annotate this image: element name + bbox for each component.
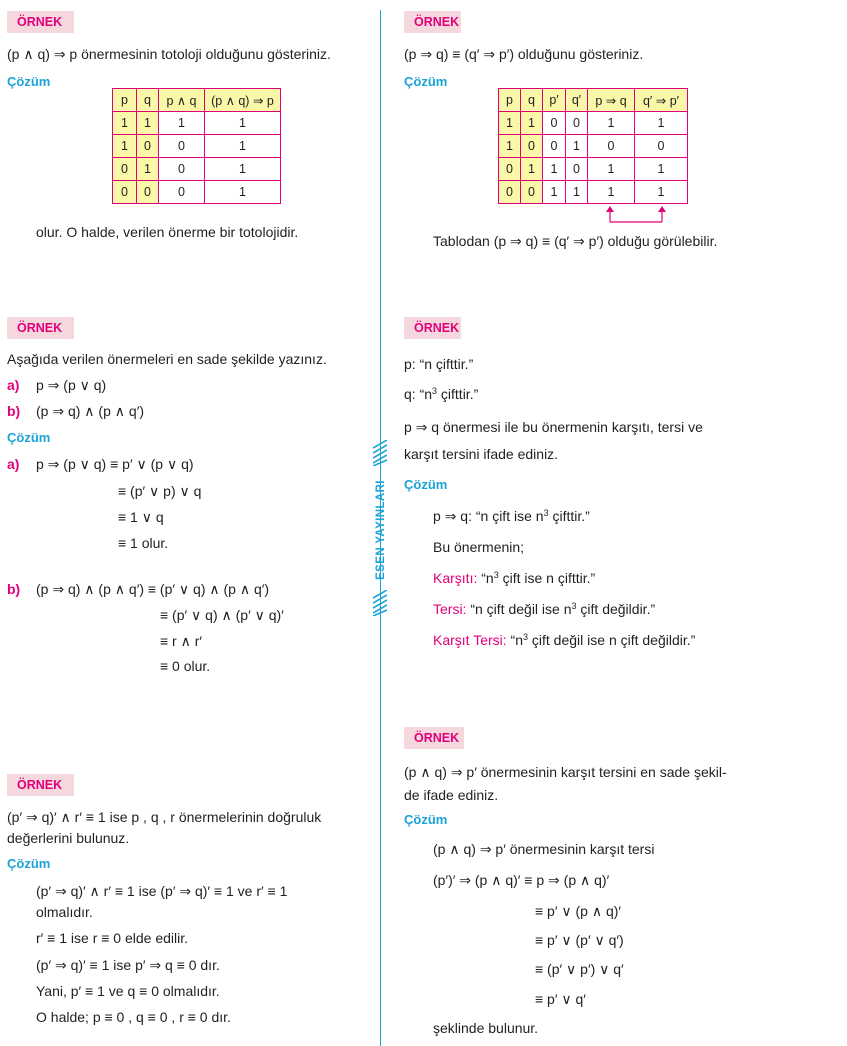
ex4-q-def: q: “$n^3$ çifttir.” [404, 386, 479, 402]
table-cell: 1 [137, 112, 159, 135]
table-cell: 0 [566, 112, 588, 135]
table-cell: 0 [499, 158, 521, 181]
ex3-sol-b-line: ≡ 0 olur. [160, 658, 211, 674]
ex6-line: ≡ p′ ∨ (p ∧ q)′ [535, 903, 622, 919]
table-cell: 0 [635, 135, 688, 158]
ex6-question-line: de ifade ediniz. [404, 787, 499, 803]
table-cell: 1 [543, 181, 566, 204]
ex4-karsiti: Karşıtı: “$n^3$ çift ise n çifttir.” [433, 570, 596, 586]
ornek-badge: ÖRNEK [7, 774, 74, 796]
ornek-badge: ÖRNEK [404, 11, 461, 33]
ex2-conclusion: Tablodan (p ⇒ q) ≡ (q′ ⇒ p′) olduğu görülebilir. [433, 233, 718, 249]
table-cell: 0 [499, 181, 521, 204]
ex5-line: Yani, p′ ≡ 1 ve q ≡ 0 olmalıdır. [36, 983, 220, 999]
table-cell: 0 [159, 135, 205, 158]
ex3-sol-b-label: b) [7, 581, 21, 597]
ex6-line: şeklinde bulunur. [433, 1020, 539, 1036]
cozum-label: Çözüm [7, 856, 51, 871]
ex1-question: (p ∧ q) ⇒ p önermesinin totoloji olduğunu gösteriniz. [7, 46, 331, 62]
table-cell: 1 [499, 112, 521, 135]
table-row [113, 135, 281, 158]
table-header: p ∧ q [159, 89, 205, 112]
table-cell: 0 [566, 158, 588, 181]
ex4-tersi: Tersi: “n çift değil ise $n^3$ çift değildir.” [433, 601, 656, 617]
table-cell: 0 [137, 135, 159, 158]
equivalence-arrow-icon [600, 204, 672, 224]
ex4-p-def: p: “n çifttir.” [404, 356, 474, 372]
ex1-conclusion: olur. O halde, verilen önerme bir totolojidir. [36, 224, 299, 240]
ex3-sol-b-line: (p ⇒ q) ∧ (p ∧ q′) ≡ (p′ ∨ q) ∧ (p ∧ q′) [36, 581, 270, 597]
table-cell: 0 [159, 158, 205, 181]
ex3-sol-a-line: ≡ (p′ ∨ p) ∨ q [118, 483, 202, 499]
ex4-implication: p ⇒ q: “n çift ise $n^3$ çifttir.” [433, 508, 590, 524]
table-row [499, 112, 688, 135]
table-cell: 1 [588, 181, 635, 204]
table-header: q′ [566, 89, 588, 112]
ex5-line: olmalıdır. [36, 904, 93, 920]
table-cell: 0 [159, 181, 205, 204]
table-cell: 1 [588, 158, 635, 181]
ex6-line: ≡ p′ ∨ q′ [535, 991, 586, 1007]
table-cell: 1 [113, 135, 137, 158]
table-header: p ⇒ q [588, 89, 635, 112]
ornek-badge: ÖRNEK [404, 727, 464, 749]
ex3-question: Aşağıda verilen önermeleri en sade şekilde yazınız. [7, 351, 327, 367]
table-cell: 1 [521, 158, 543, 181]
table-cell: 0 [543, 135, 566, 158]
table-row [499, 135, 688, 158]
table-header: (p ∧ q) ⇒ p [205, 89, 281, 112]
ornek-badge: ÖRNEK [7, 11, 74, 33]
table-cell: 1 [543, 158, 566, 181]
table-cell: 1 [588, 112, 635, 135]
ex4-question-line: p ⇒ q önermesi ile bu önermenin karşıtı, tersi ve [404, 419, 703, 435]
ornek-badge: ÖRNEK [7, 317, 74, 339]
table-cell: 1 [137, 158, 159, 181]
table-row [113, 112, 281, 135]
ex3-sol-a-line: ≡ 1 ∨ q [118, 509, 164, 525]
cozum-label: Çözüm [7, 74, 51, 89]
ex5-line: (p′ ⇒ q)′ ≡ 1 ise p′ ⇒ q ≡ 0 dır. [36, 957, 220, 973]
ex6-line: (p ∧ q) ⇒ p′ önermesinin karşıt tersi [433, 841, 655, 857]
table-cell: 1 [205, 158, 281, 181]
ex3-sol-a-label: a) [7, 456, 20, 472]
table-header: p′ [543, 89, 566, 112]
ex3-sol-a-line: p ⇒ (p ∨ q) ≡ p′ ∨ (p ∨ q) [36, 456, 194, 472]
truth-table-1 [112, 88, 281, 204]
cozum-label: Çözüm [404, 812, 448, 827]
side-brand: ESEN YAYINLARI [375, 480, 387, 580]
ex5-line: (p′ ⇒ q)′ ∧ r′ ≡ 1 ise (p′ ⇒ q)′ ≡ 1 ve r′ ≡ 1 [36, 883, 288, 899]
table-cell: 0 [543, 112, 566, 135]
table-row [113, 181, 281, 204]
table-header: p [113, 89, 137, 112]
table-cell: 0 [137, 181, 159, 204]
table-cell: 1 [205, 181, 281, 204]
ex5-question-line: değerlerini bulunuz. [7, 830, 130, 846]
ex6-question-line: (p ∧ q) ⇒ p′ önermesinin karşıt tersini en sade şekil- [404, 764, 727, 780]
table-cell: 1 [113, 112, 137, 135]
ex4-karsit-tersi: Karşıt Tersi: “$n^3$ çift değil ise n çift değildir.” [433, 632, 696, 648]
ex6-line: ≡ (p′ ∨ p′) ∨ q′ [535, 961, 624, 977]
ex4-bu: Bu önermenin; [433, 539, 525, 555]
table-cell: 1 [159, 112, 205, 135]
table-cell: 1 [635, 158, 688, 181]
table-header: q [521, 89, 543, 112]
stripe-decoration-icon [373, 440, 387, 466]
table-header: q′ ⇒ p′ [635, 89, 688, 112]
table-cell: 1 [521, 112, 543, 135]
ex6-line: ≡ p′ ∨ (p′ ∨ q′) [535, 932, 624, 948]
cozum-label: Çözüm [7, 430, 51, 445]
table-header: q [137, 89, 159, 112]
table-cell: 1 [205, 135, 281, 158]
ex3-item-b: b) [7, 403, 21, 419]
table-cell: 1 [635, 181, 688, 204]
table-row [113, 158, 281, 181]
table-cell: 0 [521, 135, 543, 158]
table-header: p [499, 89, 521, 112]
table-cell: 0 [113, 181, 137, 204]
cozum-label: Çözüm [404, 74, 448, 89]
ex3-sol-b-line: ≡ (p′ ∨ q) ∧ (p′ ∨ q)′ [160, 607, 284, 623]
ex2-question: (p ⇒ q) ≡ (q′ ⇒ p′) olduğunu gösteriniz. [404, 46, 644, 62]
ex4-question-line: karşıt tersini ifade ediniz. [404, 446, 559, 462]
table-cell: 1 [205, 112, 281, 135]
ex3-qa: p ⇒ (p ∨ q) [36, 377, 107, 393]
stripe-decoration-icon [373, 590, 387, 616]
ex5-line: O halde; p ≡ 0 , q ≡ 0 , r ≡ 0 dır. [36, 1009, 231, 1025]
ex5-question-line: (p′ ⇒ q)′ ∧ r′ ≡ 1 ise p , q , r önermelerinin doğruluk [7, 809, 322, 825]
ex6-line: (p′)′ ⇒ (p ∧ q)′ ≡ p ⇒ (p ∧ q)′ [433, 872, 610, 888]
table-cell: 1 [566, 181, 588, 204]
cozum-label: Çözüm [404, 477, 448, 492]
table-cell: 1 [499, 135, 521, 158]
table-cell: 1 [566, 135, 588, 158]
table-cell: 0 [521, 181, 543, 204]
ex3-item-a: a) [7, 377, 20, 393]
ex3-sol-a-line: ≡ 1 olur. [118, 535, 169, 551]
ex3-sol-b-line: ≡ r ∧ r′ [160, 633, 203, 649]
table-cell: 1 [635, 112, 688, 135]
table-cell: 0 [588, 135, 635, 158]
ex5-line: r′ ≡ 1 ise r ≡ 0 elde edilir. [36, 930, 189, 946]
table-row [499, 181, 688, 204]
ornek-badge: ÖRNEK [404, 317, 461, 339]
truth-table-2 [498, 88, 688, 204]
ex3-qb: (p ⇒ q) ∧ (p ∧ q′) [36, 403, 144, 419]
table-row [499, 158, 688, 181]
table-cell: 0 [113, 158, 137, 181]
